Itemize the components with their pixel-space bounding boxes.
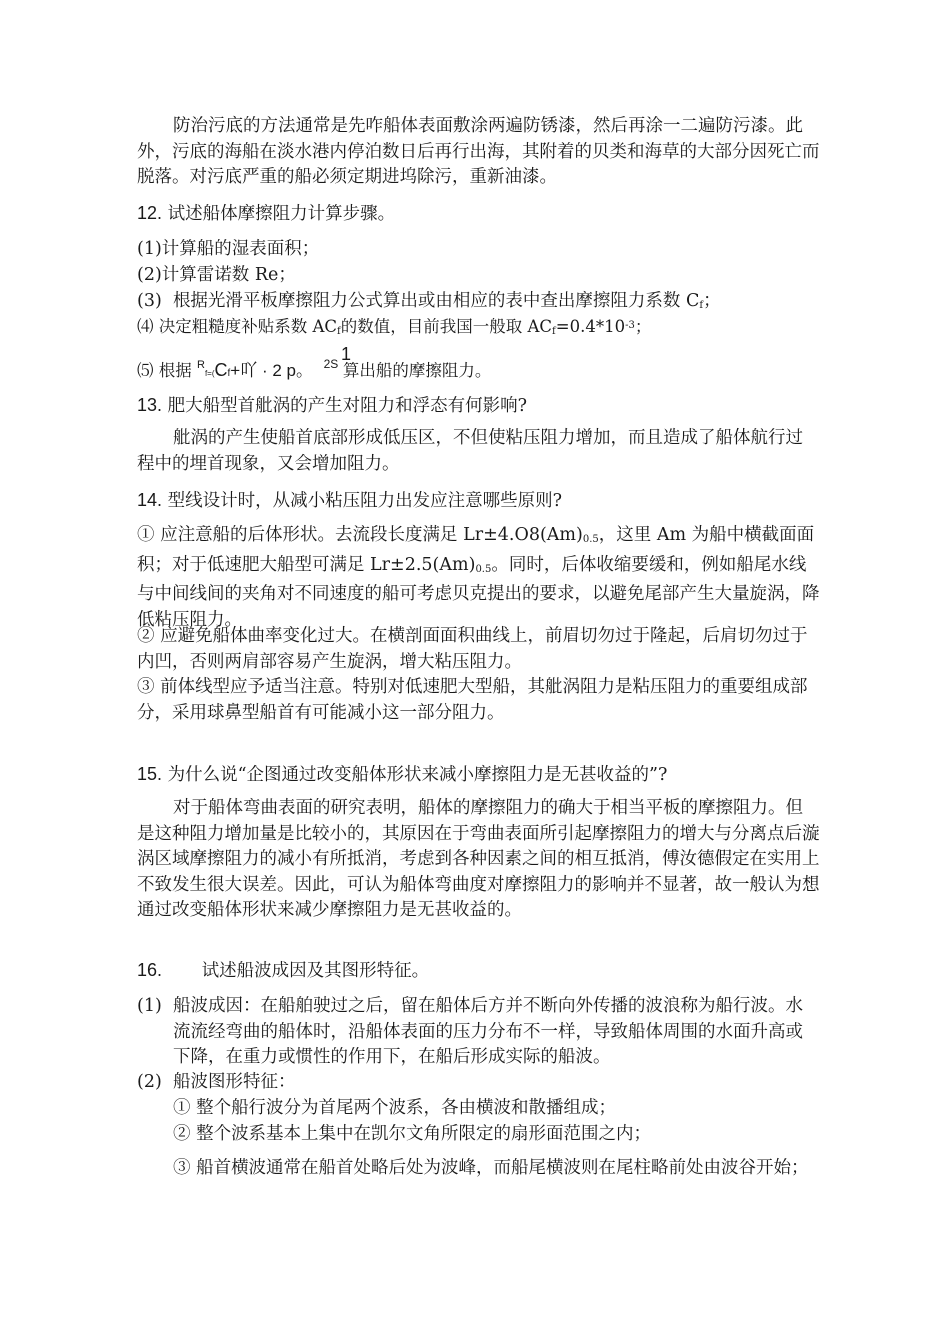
part-number: (1)	[137, 996, 162, 1016]
question-title: 肥大船型首舭涡的产生对阻力和浮态有何影响?	[167, 396, 527, 416]
formula-sub: f=(	[204, 369, 215, 378]
question-title: 试述船体摩擦阻力计算步骤。	[167, 204, 396, 224]
step-text: 的数值，目前我国一般取 AC	[340, 317, 553, 336]
question-title: 型线设计时，从减小粘压阻力出发应注意哪些原则?	[167, 491, 562, 511]
q12-step-1: (1)计算船的湿表面积；	[137, 239, 320, 259]
exponent: 0.5	[475, 563, 492, 575]
q14-principle-3: ③ 前体线型应予适当注意。特别对低速肥大型船，其舭涡阻力是粘压阻力的重要组成部分，采用球鼻型船首有可能减小这一部分阻力。	[137, 677, 808, 723]
q16-feature-2: ② 整个波系基本上集中在凯尔文角所限定的扇形面范围之内；	[173, 1124, 652, 1144]
step-number: ⑷	[137, 317, 154, 336]
principle-text: ，这里 Am 为船中横截面面积；对于低速肥大船型可满足 Lr±2.5(Am)	[137, 525, 815, 575]
q12-step-5	[137, 344, 827, 382]
q14-principle-2: ② 应避免船体曲率变化过大。在横剖面面积曲线上，前眉切勿过于隆起，后肩切勿过于内凹，否则两肩部容易产生旋涡，增大粘压阻力。	[137, 626, 808, 672]
q12-step-4	[137, 313, 827, 344]
exponent: 0.5	[582, 534, 599, 545]
formula-rest: +吖 · 2 p。	[230, 361, 313, 380]
part-text: 船波图形特征：	[173, 1072, 296, 1092]
superscript: -3	[625, 320, 635, 331]
q12-step-2: (2)计算雷诺数 Re；	[137, 265, 296, 285]
friction-formula	[197, 344, 352, 380]
question-number: 16.	[137, 960, 163, 980]
question-number: 13.	[137, 395, 163, 415]
question-12-heading	[137, 201, 820, 228]
step-text: 根据光滑平板摩擦阻力公式算出或由相应的表中查出摩擦阻力系数 C	[172, 291, 700, 311]
q16-part-2	[137, 1070, 820, 1096]
q16-feature-1: ① 整个船行波分为首尾两个波系，各由横波和散播组成；	[173, 1098, 617, 1118]
part-text: 船波成因：在船舶驶过之后，留在船体后方并不断向外传播的波浪称为船行波。水流流经弯曲的船体时，沿船体表面的压力分布不一样，导致船体周围的水面升高或下降，在重力或惯性的作用下，在船后形成实际的船波。	[173, 996, 803, 1067]
step-text-end: ；	[703, 291, 721, 311]
subscript: f	[337, 326, 341, 337]
formula-2s: 2S	[323, 357, 339, 371]
step-number: (3)	[137, 291, 162, 311]
formula-C: C	[214, 360, 228, 380]
q16-feature-3: ③ 船首横波通常在船首处略后处为波峰，而船尾横波则在尾柱略前处由波谷开始；	[173, 1158, 809, 1178]
step-text: 决定粗糙度补贴系数 AC	[158, 317, 338, 336]
step-text-end: 算出船的摩擦阻力。	[342, 361, 492, 380]
subscript: f	[552, 326, 556, 337]
question-title: 为什么说“企图通过改变船体形状来减小摩擦阻力是无甚收益的”?	[167, 765, 668, 785]
question-title: 试述船波成因及其图形特征。	[201, 961, 430, 981]
step-text-end: ；	[634, 317, 652, 336]
formula-one: 1	[341, 344, 352, 364]
question-13-heading	[137, 393, 820, 420]
subscript: f	[699, 300, 704, 311]
q16-part-1	[137, 994, 820, 1071]
step-text: =0.4*10	[555, 317, 626, 336]
formula-sub: f	[227, 368, 231, 379]
principle-text: 。同时，后体收缩要缓和，例如船尾水线与中间线间的夹角对不同速度的船可考虑贝克提出的要求，以避免尾部产生大量旋涡，降低粘压阻力。	[137, 554, 820, 630]
part-number: (2)	[137, 1072, 162, 1092]
question-15-answer: 对于船体弯曲表面的研究表明，船体的摩擦阻力的确大于相当平板的摩擦阻力。但是这种阻力增加量是比较小的，其原因在于弯曲表面所引起摩擦阻力的增大与分离点后漩涡区域摩擦阻力的减小有所抵消，考虑到各种因素之间的相互抵消，傅汝德假定在实用上不致发生很大误差。因此，可认为船体弯曲度对摩擦阻力的影响并不显著，故一般认为想通过改变船体形状来减少摩擦阻力是无甚收益的。	[137, 798, 820, 920]
question-number: 14.	[137, 490, 163, 510]
question-13-answer: 舭涡的产生使船首底部形成低压区，不但使粘压阻力增加，而且造成了船体航行过程中的埋首现象，又会增加阻力。	[137, 428, 803, 474]
intro-paragraph: 防治污底的方法通常是先咋船体表面敷涂两遍防锈漆，然后再涂一二遍防污漆。此外，污底的海船在淡水港内停泊数日后再行出海，其附着的贝类和海草的大部分因死亡而脱落。对污底严重的船必须定期进坞除污，重新油漆。	[137, 116, 820, 187]
q14-principle-1	[137, 523, 820, 633]
question-14-heading	[137, 488, 820, 515]
question-number: 12.	[137, 203, 163, 223]
question-16-heading	[137, 958, 820, 985]
question-number: 15.	[137, 764, 163, 784]
principle-text: ① 应注意船的后体形状。去流段长度满足 Lr±4.O8(Am)	[137, 525, 583, 545]
question-15-heading	[137, 762, 820, 789]
step-number: ⑸	[137, 361, 154, 380]
formula-R: R	[197, 359, 205, 371]
step-text: 根据	[158, 361, 192, 380]
